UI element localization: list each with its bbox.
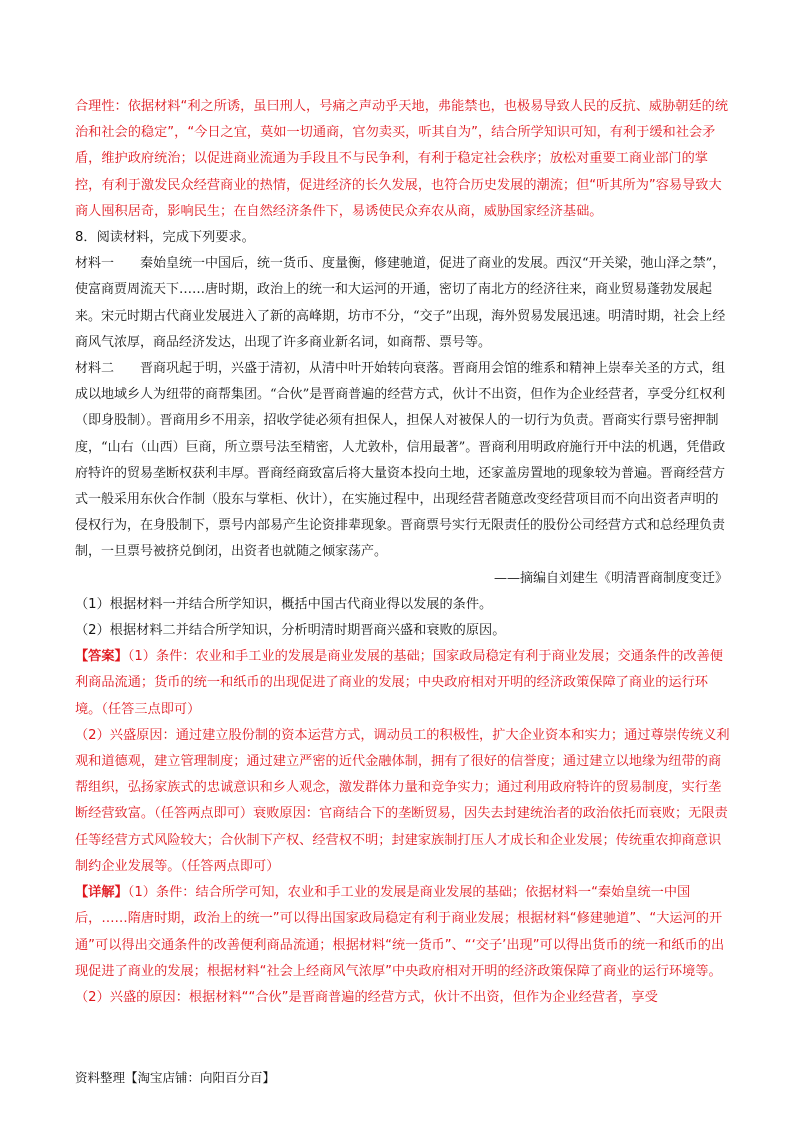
question-8-title: 8．阅读材料，完成下列要求。 — [75, 230, 255, 246]
question-2: （2）根据材料二并结合所学知识，分析明清时期晋商兴盛和衰败的原因。 — [75, 623, 506, 639]
document-content — [75, 94, 730, 1011]
reasonableness-paragraph: 合理性：依据材料“利之所诱，虽曰刑人，号痛之声动乎天地，弗能禁也，也极易导致人民的反抗、威胁朝廷的统治和社会的稳定”，“今日之宜，莫如一切通商，官勿卖买，听其自为”，结合所学知识可知，有利于缓和社会矛盾，维护政府统治；以促进商业流通为手段且不与民争利，有利于稳定社会秩序；放松对重要工商业部门的掌控，有利于激发民众经营商业的热情，促进经济的长久发展，也符合历史发展的潮流；但“听其所为”容易导致大商人囤积居奇，影响民生；在自然经济条件下，易诱使民众弃农从商，威胁国家经济基础。 — [75, 99, 729, 219]
detail-part-2: （2）兴盛的原因：根据材料““合伙”是晋商普遍的经营方式，伙计不出资，但作为企业经营者，享受 — [75, 989, 658, 1005]
question-1: （1）根据材料一并结合所学知识，概括中国古代商业得以发展的条件。 — [75, 596, 493, 612]
material-two: 材料二 晋商巩起于明，兴盛于清初，从清中叶开始转向衰落。晋商用会馆的维系和精神上崇奉关圣的方式，组成以地域乡人为纽带的商帮集团。“合伙”是晋商普遍的经营方式，伙计不出资，但作为企业经营者，享受分红权利（即身股制）。晋商用乡不用亲，招收学徒必须有担保人，担保人对被保人的一切行为负责。晋商实行票号密押制度，“山右（山西）巨商，所立票号法至精密，人尤敦朴，信用最著”。晋商利用明政府施行开中法的机遇，凭借政府特许的贸易垄断权获利丰厚。晋商经商致富后将大量资本投向土地，还家盖房置地的现象较为普遍。晋商经营方式一般采用东伙合作制（股东与掌柜、伙计），在实施过程中，出现经营者随意改变经营项目而不向出资者声明的侵权行为，在身股制下，票号内部易产生论资排辈现象。晋商票号实行无限责任的股份公司经营方式和总经理负责制，一旦票号被挤兑倒闭，出资者也就随之倾家荡产。 — [75, 361, 726, 560]
footer-source: 资料整理【淘宝店铺：向阳百分百】 — [75, 1070, 276, 1085]
answer-part-1 — [75, 644, 730, 723]
answer-part-2: （2）兴盛原因：通过建立股份制的资本运营方式，调动员工的积极性，扩大企业资本和实力；通过尊崇传统义利观和道德观，建立管理制度；通过建立严密的近代金融体制，拥有了很好的信誉度；通过建立以地缘为纽带的商帮组织，弘扬家族式的忠诚意识和乡人观念，激发群体力量和竞争实力；通过利用政府特许的贸易制度，实行垄断经营致富。（任答两点即可）衰败原因：官商结合下的垄断贸易，因失去封建统治者的政治依托而衰败；无限责任等经营方式风险较大；合伙制下产权、经营权不明；封建家族制打压人才成长和企业发展；传统重农抑商意识制约企业发展等。（任答两点即可） — [75, 727, 730, 874]
answer-1-text: （1）条件：农业和手工业的发展是商业发展的基础；国家政局稳定有利于商业发展；交通条件的改善便利商品流通；货币的统一和纸币的出现促进了商业的发展；中央政府相对开明的经济政策保障了商业的运行环境。（任答三点即可） — [75, 649, 723, 717]
source-citation: ——摘编自刘建生《明清晋商制度变迁》 — [493, 570, 728, 586]
detail-part-1 — [75, 880, 730, 985]
detail-tag: 【详解】 — [75, 885, 128, 901]
material-one: 材料一 秦始皇统一中国后，统一货币、度量衡，修建驰道，促进了商业的发展。西汉“开关梁，弛山泽之禁”，使富商贾周流天下……唐时期，政治上的统一和大运河的开通，密切了南北方的经济往来，商业贸易蓬勃发展起来。宋元时期古代商业发展进入了新的高峰期，坊市不分，“交子”出现，海外贸易发展迅速。明清时期，社会上经商风气浓厚，商品经济发达，出现了许多商业新名词，如商帮、票号等。 — [75, 256, 726, 350]
detail-1-text: （1）条件：结合所学可知，农业和手工业的发展是商业发展的基础；依据材料一“秦始皇统一中国后，……隋唐时期，政治上的统一”可以得出国家政局稳定有利于商业发展；根据材料“修建驰道”、“大运河的开通”可以得出交通条件的改善便利商品流通；根据材料“统一货币”、“‘交子’出现”可以得出货币的统一和纸币的出现促进了商业的发展；根据材料“社会上经商风气浓厚”中央政府相对开明的经济政策保障了商业的运行环境等。 — [75, 885, 725, 979]
answer-tag: 【答案】 — [75, 649, 128, 665]
